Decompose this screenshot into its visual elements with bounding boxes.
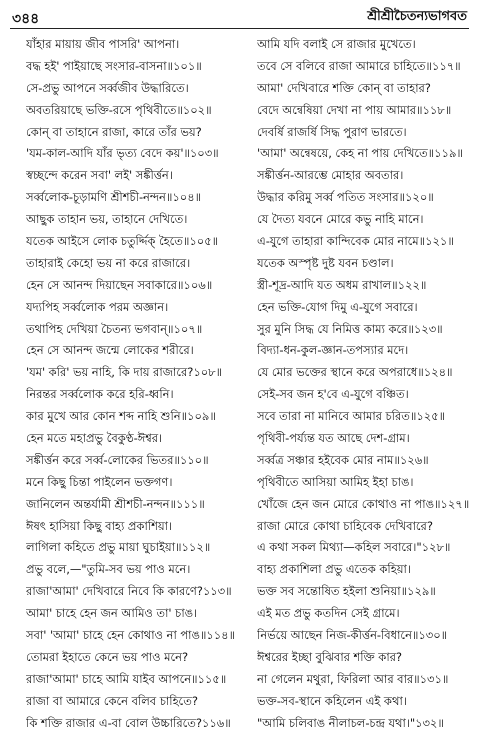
verse-line: তোমরা ইহাতে কেনে ভয় পাও মনে? <box>26 649 189 664</box>
verse-line: পৃথিবীতে আসিয়া আমিহ ইহা চাঙ। <box>257 474 414 489</box>
verse-line: বেদে অন্বেষিয়া দেখা না পায় আমার॥১১৮॥ <box>257 102 452 117</box>
running-title: শ্রীশ্রীচৈতন্যভাগবত <box>367 9 467 24</box>
verse-line: সঙ্কীর্ত্তন করে সর্ব্ব-লোকের ভিতর॥১১০॥ <box>26 452 209 467</box>
verse-line: যদ্যপিহ সর্ব্বলোক পরম অজ্ঞান। <box>26 299 169 314</box>
verse-line: সর্ব্বলোক-চূড়ামণি শ্রীশচী-নন্দন॥১০৪॥ <box>26 190 202 205</box>
verse-line: ভক্ত সব সন্তোষিত হইলা শুনিয়া॥১২৯॥ <box>257 584 436 599</box>
verse-line: আছুক তাহান ভয়, তাহানে দেখিতে। <box>26 212 188 227</box>
verse-line: যতেক আইসে লোক চতুর্দ্দিক্ হৈতে॥১০৫॥ <box>26 234 219 249</box>
verse-line: সবা' 'আমা' চাহে হেন কোথাও না পাঙ॥১১৪॥ <box>26 628 236 643</box>
verse-line: উদ্ধার করিমু সর্ব্ব পতিত সংসার॥১২০॥ <box>257 190 434 205</box>
verse-line: নির্ভয়ে আছেন নিজ-কীর্ত্তন-বিধানে॥১৩০॥ <box>257 628 448 643</box>
verse-line: যে মোর ভক্তের স্থানে করে অপরাধে॥১২৪॥ <box>257 365 453 380</box>
verse-line: সর্ব্বত্র সঞ্চার হইবেক মোর নাম॥১২৬॥ <box>257 452 429 467</box>
verse-line: জানিলেন অন্তর্যামী শ্রীশচী-নন্দন॥১১১॥ <box>26 496 205 511</box>
verse-line: তাহারাই কেহো ভয় না করে রাজারে। <box>26 255 191 270</box>
verse-line: ঈশ্বরের ইচ্ছা বুঝিবার শক্তি কার? <box>257 649 402 664</box>
verse-line: সেই-সব জন হ'বে এ-যুগে বঞ্চিত। <box>257 387 409 402</box>
verse-line: এ-যুগে তাহারা কান্দিবেক মোর নামে॥১২১॥ <box>257 234 454 249</box>
verse-line: বিদ্যা-ধন-কুল-জ্ঞান-তপস্যার মদে। <box>257 343 409 358</box>
verse-line: বদ্ধ হই' পাইয়াছে সংসার-বাসনা॥১০১॥ <box>26 58 202 73</box>
verse-line: যতেক অস্পৃষ্ট দুষ্ট যবন চণ্ডাল। <box>257 255 394 270</box>
verse-line: ঈষৎ হাসিয়া কিছু বাহ্য প্রকাশিয়া। <box>26 518 172 533</box>
verse-line: হেন মতে মহাপ্রভু বৈকুণ্ঠ-ঈশ্বর। <box>26 431 163 446</box>
verse-line: কি শক্তি রাজার এ-বা বোল উচ্চারিতে?১১৬॥ <box>26 715 231 730</box>
verse-line: আমা' চাহে হেন জন আমিও তা' চাঙ। <box>26 606 198 621</box>
verse-line: দেবর্ষি রাজর্ষি সিদ্ধ পুরাণ ভারতে। <box>257 124 407 139</box>
verse-line: এই মত প্রভু কতদিন সেই গ্রামে। <box>257 606 400 621</box>
verse-line: হেন সে আনন্দ দিয়াছেন সবাকারে॥১০৬॥ <box>26 277 213 292</box>
verse-line: সে-প্রভু আপনে সর্ব্বজীব উদ্ধারিতে। <box>26 80 189 95</box>
verse-line: লাগিলা কহিতে প্রভু মায়া ঘুচাইয়া॥১১২॥ <box>26 540 211 555</box>
verse-line: রাজা'আমা' দেখিবারে নিবে কি কারণে?১১৩॥ <box>26 584 232 599</box>
verse-line: স্বচ্ছন্দে করেন সবা' লই' সঙ্কীর্ত্তন। <box>26 168 173 183</box>
verse-line: হেন ভক্তি-যোগ দিমু এ-যুগে সবারে। <box>257 299 418 314</box>
verse-line: মনে কিছু চিন্তা পাইলেন ভক্তগণ। <box>26 474 173 489</box>
verse-line: "আমি চলিবাঙ নীলাচল-চন্দ্র যথা।"১৩২॥ <box>257 715 444 730</box>
page-number: ৩৪৪ <box>12 11 40 27</box>
verse-line: সঙ্কীর্ত্তন-আরম্ভে মোহার অবতার। <box>257 168 404 183</box>
right-verse-column <box>257 34 475 735</box>
verse-line: যাঁহার মায়ায় জীব পাসরি' আপনা। <box>26 37 180 51</box>
verse-line: 'যম-কাল-আদি যাঁর ভৃত্য বেদে কয়'॥১০৩॥ <box>26 146 219 161</box>
verse-line: তথাপিহ দেখিয়া চৈতন্য ভগবান্॥১০৭॥ <box>26 321 203 336</box>
verse-line: তবে সে বলিবে রাজা আমারে চাহিতে॥১১৭॥ <box>257 58 461 73</box>
page-header <box>12 6 467 28</box>
header-rule <box>10 28 469 29</box>
verse-line: 'আমা' অন্বেষয়ে, কেহ না পায় দেখিতে॥১১৯॥ <box>257 146 463 161</box>
verse-line: বাহ্য প্রকাশিলা প্রভু এতেক কহিয়া। <box>257 562 411 577</box>
verse-line: হেন সে আনন্দ জন্মে লোকের শরীরে। <box>26 343 194 358</box>
verse-line: পৃথিবী-পর্য্যন্ত যত আছে দেশ-গ্রাম। <box>257 431 410 446</box>
verse-line: যে দৈত্য যবনে মোরে কভু নাহি মানে। <box>257 212 424 227</box>
verse-line: সুর মুনি সিদ্ধ যে নিমিত্ত কাম্য করে॥১২৩॥ <box>257 321 443 336</box>
verse-line: এ কথা সকল মিথ্যা—কহিল সবারে।"১২৮॥ <box>257 540 451 555</box>
verse-line: রাজা মোরে কোথা চাহিবেক দেখিবারে? <box>257 518 433 533</box>
verse-line: ভক্ত-সব-স্থানে কহিলেন এই কথা। <box>257 693 407 708</box>
verse-line: না গেলেন মথুরা, ফিরিলা আর বার॥১৩১॥ <box>257 671 449 686</box>
verse-line: 'যম' করি' ভয় নাহি, কি দায় রাজারে?১০৮॥ <box>26 365 223 380</box>
verse-line: কোন্ বা তাহানে রাজা, কারে তাঁর ভয়? <box>26 124 202 139</box>
verse-line: আমা' দেখিবারে শক্তি কোন্ বা তাহার? <box>257 80 431 95</box>
verse-line: নিরন্তর সর্ব্বলোক করে হরি-ধ্বনি। <box>26 387 174 402</box>
verse-line: প্রভু বলে,—"তুমি-সব ভয় পাও মনে। <box>26 562 191 577</box>
verse-line: আমি যদি বলাই সে রাজার মুখেতে। <box>257 37 416 51</box>
verse-line: অবতরিয়াছে ভক্তি-রসে পৃথিবীতে॥১০২॥ <box>26 102 212 117</box>
verse-line: কার মুখে আর কোন শব্দ নাহি শুনি॥১০৯॥ <box>26 409 216 424</box>
verse-line: সবে তারা না মানিবে আমার চরিত॥১২৫॥ <box>257 409 446 424</box>
verse-line: রাজা বা আমারে কেনে বলিব চাহিতে? <box>26 693 198 708</box>
verse-line: স্ত্রী-শূদ্র-আদি যত অধম রাখাল॥১২২॥ <box>257 277 427 292</box>
verse-line: খোঁজে হেন জন মোরে কোথাও না পাঙ॥১২৭॥ <box>257 496 470 511</box>
left-verse-column <box>26 34 244 735</box>
verse-line: রাজা'আমা' চাহে আমি যাইব আপনে॥১১৫॥ <box>26 671 227 686</box>
